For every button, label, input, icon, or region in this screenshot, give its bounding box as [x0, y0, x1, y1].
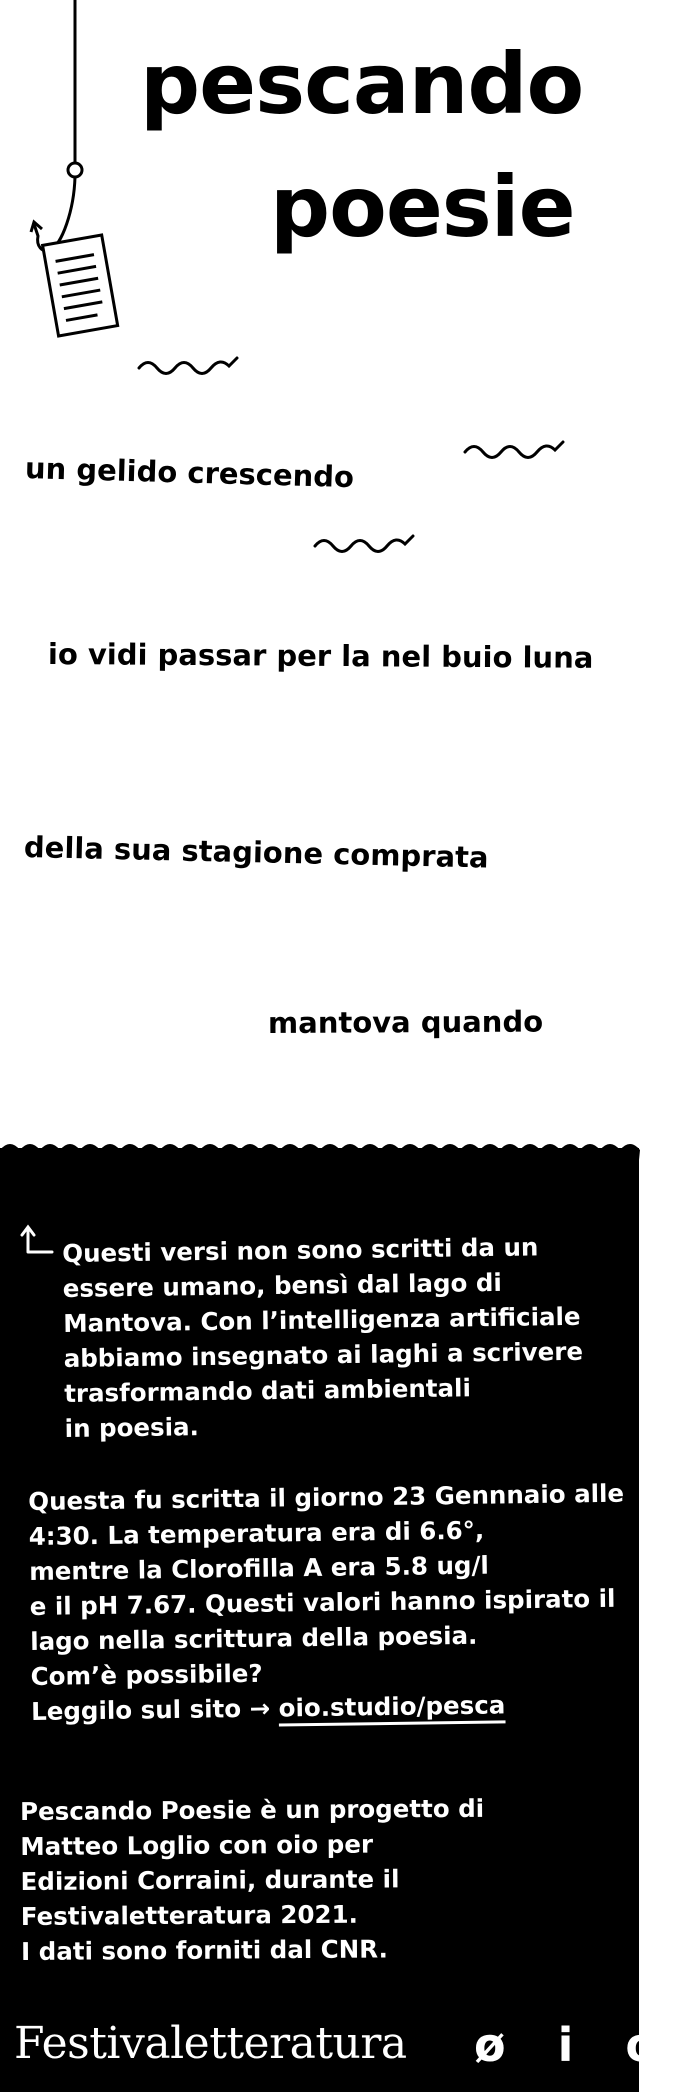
intro-paragraph: Questi versi non sono scritti da un essere umano, bensì dal lago di Mantova. Con l’intelligenza artificiale abbiamo insegnato ai laghi a scrivere trasformando dati ambientali in poesia. — [62, 1232, 584, 1443]
poem-line: io vidi passar per la nel buio luna — [47, 637, 594, 675]
wave-squiggle-icon — [462, 436, 566, 460]
credits-paragraph: Pescando Poesie è un progetto di Matteo Loglio con oio per Edizioni Corraini, durante il Festivaletteratura 2021. I dati sono forniti dal CNR. — [20, 1793, 485, 1966]
wave-squiggle-icon — [136, 352, 240, 376]
wave-squiggle-icon — [312, 530, 416, 554]
poem-line: mantova quando — [267, 1004, 544, 1040]
poem-line: un gelido crescendo — [24, 451, 355, 495]
fishing-hook-paper-icon — [22, 0, 122, 340]
oio-logo: ø i o — [474, 2018, 675, 2072]
title-line-1: pescando — [140, 35, 584, 133]
website-link[interactable]: oio.studio/pesca — [278, 1690, 506, 1723]
title-line-2: poesie — [270, 158, 575, 256]
poem-line: della sua stagione comprata — [23, 830, 489, 875]
wave-edge — [0, 1136, 639, 1160]
festivaletteratura-logo: Festivaletteratura — [14, 2018, 407, 2069]
poem-data-paragraph: Questa fu scritta il giorno 23 Gennnaio alle 4:30. La temperatura era di 6.6°, mentre la Clorofilla A era 5.8 ug/l e il pH 7.67. Questi valori hanno ispirato il lago nella scrittura della poesia. Com’è possibile? Leggilo sul sito → oio.studio/pesca — [28, 1476, 627, 1729]
corner-arrow-up-icon — [20, 1222, 54, 1256]
website-line: Leggilo sul sito → oio.studio/pesca — [30, 1690, 506, 1726]
